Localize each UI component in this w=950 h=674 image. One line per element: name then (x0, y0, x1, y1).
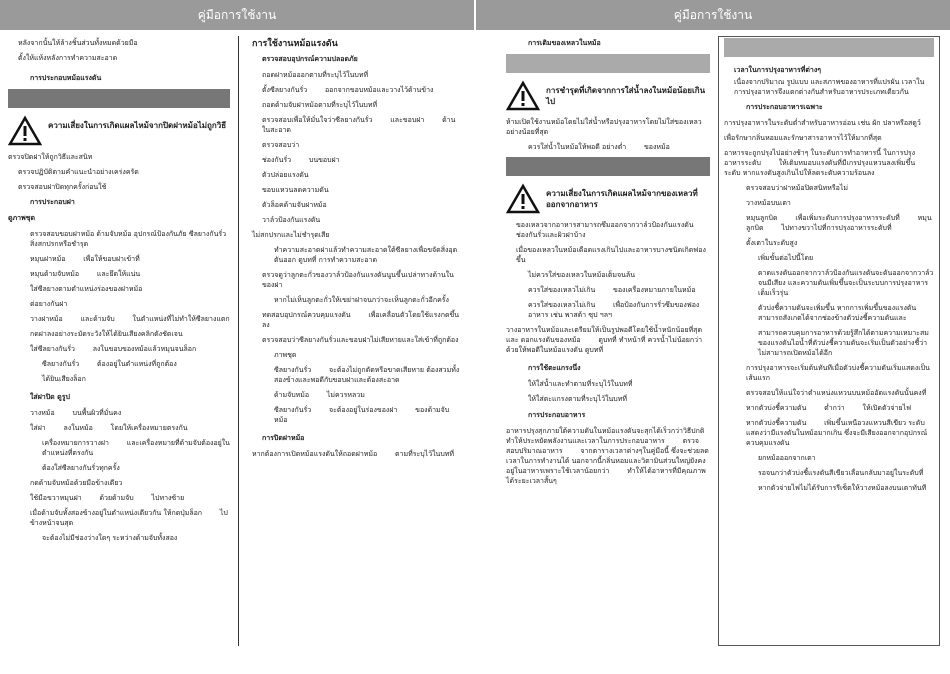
step-text: กดฝาลงอย่างระมัดระวังให้ได้ยินเสียงคลิกดังชัดเจน (30, 330, 183, 338)
step-text: ใช้มือขวาหมุนฝา ด้วยด้ามจับ ไปทางซ้าย (30, 494, 185, 502)
warning-text: ความเสี่ยงในการเกิดแผลไหม้จากของเหลวที่ออกจากอาหาร (546, 188, 698, 209)
step-text: ซีลยางกันรั่ว จะต้องไม่ถูกตัดหรือขาดเสียหาย ต้องสวมทั้งสองข้างและพอดีกับขอบฝาและต้องสะอาด (274, 366, 460, 384)
warning-item: ห้ามเปิดใช้งานหม้อโดยไม่ใส่น้ำหรือปรุงอาหารโดยไม่ใส่ของเหลวอย่างน้อยที่สุด (506, 118, 702, 136)
header-left: คู่มือการใช้งาน (0, 0, 474, 30)
body-text: เนื่องจากปริมาณ รูปแบบ และสภาพของอาหารที่แปรผัน เวลาในการปรุงอาหารจึงแตกต่างกันสำหรับอาหารประเภทเดียวกัน (734, 78, 925, 96)
column-3 (506, 38, 720, 644)
section-heading: การประกอบอาหาร (528, 410, 586, 419)
step-text: ตั้งเตาในระดับสูง (746, 239, 798, 247)
step-text: กดด้ามจับหม้อด้วยมือข้างเดียว (30, 479, 123, 487)
body-text: อาหารจะถูกปรุงไปอย่างช้าๆ ในระดับการทำอาหารนี้ ในการปรุงอาหารระดับ ให้เติมหมอบแรงดันที่มีเกรปรุงแหวนลงเพิ่มขึ้น ระดับ หากแรงดันสูงเกินไปให้ลดระดับความร้อนลง (724, 149, 934, 177)
step-text: ด้ามจับหม้อ ไม่ควรหลวม (274, 391, 365, 399)
warning-icon (8, 116, 42, 146)
step-text: ไม่สกปรกและไม่ชำรุดเสีย (252, 231, 330, 239)
intro-line: หลังจากนั้นให้ล้างชิ้นส่วนทั้งหมดด้วยมือ (18, 39, 138, 47)
step-text: ช่องกันรั่ว บนขอบฝา (262, 156, 340, 164)
step-text: ตรวจสอบว่า (262, 141, 300, 149)
intro-line: ตั้งให้แห้งหลังการทำความสะอาด (18, 54, 118, 62)
warning-icon (506, 81, 540, 111)
step-text: ตรวจสอบว่าฝาหม้อปิดสนิทหรือไม่ (746, 184, 848, 192)
step-text: การปรุงอาหารจะเริ่มต้นทันทีเมื่อตัวบ่งชี้ความดันเริ่มแสดงเป็นเส้นแรก (746, 364, 930, 382)
column-divider (238, 36, 239, 646)
warning-item: ไม่ควรใส่ของเหลวในหม้อเต็มจนล้น (528, 271, 635, 279)
step-text: หากตัวบ่งชี้ความดัน เพิ่มขึ้นเหนือวงแหวนสีเขียว ระดับ แสดงว่ามีแรงดันในหม้อมากเกิน ซึ่งจะมีเสียงออกจากอุปกรณ์ควบคุมแรงดัน (746, 419, 928, 447)
section-title: เวลาในการปรุงอาหารที่ต่างๆ (734, 65, 822, 74)
body-text: อาหารปรุงสุกภายใต้ความดันในหม้อแรงดันจะสุกได้เร็วกว่าวิธีปกติ ทำให้ประหยัดพลังงานและเวลาในการประกอบอาหาร ตรวจสอบปริมาณอาหาร จากตารางเวลาต่างๆในคู่มือนี้ ซึ่งจะช่วยลดเวลาในการทำงานได้ นอกจากนี้กลิ่นหอมและวิตามินส่วนใหญ่ยังคงอยู่ในอาหารเพราะใช้เวลาน้อยกว่า ทำให้ได้อาหารที่มีคุณภาพได้ระยะเวลาสั้นๆ (506, 427, 709, 485)
column-1 (8, 38, 230, 644)
body-text: การปรุงอาหารในระดับต่ำสำหรับอาหารอ่อน เช่น ผัก ปลาหรือสตูว์ (724, 119, 921, 127)
section-bar (8, 89, 230, 108)
warning-item: ตรวจปิดฝาให้ถูกวิธีและสนิท (8, 153, 93, 161)
section-heading: การประกอบหม้อแรงดัน (30, 73, 102, 82)
body-text: วางอาหารในหม้อและเตรียมให้เป็นรูปพอดีโดยใช้น้ำหนักน้อยที่สุด และ ดอกแรงดันของหม้อ ดูบทที่ ทำหน้าที่ ควรน้ำไม่น้อยกว่า ด้วยให้พอดีในหม้อแรงดัน ดูบทที่ (506, 326, 720, 354)
step-text: ยกหม้อออกจากเตา (758, 454, 816, 462)
step-text: ตรวจสอบให้แน่ใจว่าตำแหน่งแหวนบนหม้ออัดแรงดันนั้นคงที่ (746, 389, 927, 397)
step-text: ภาพชุด (274, 351, 297, 359)
step-text: ให้ใส่น้ำและทำตามที่ระบุไว้ในบทที่ (528, 380, 633, 388)
step-text: หมุนด้ามจับหม้อ และยึดให้แน่น (30, 270, 141, 278)
section-heading: การปิดฝาหม้อ (262, 433, 305, 442)
section-heading: การใช้ตะแกรงนึ่ง (528, 363, 581, 372)
warning-icon (506, 184, 540, 214)
column-4 (724, 38, 934, 644)
warning-block (8, 116, 230, 146)
step-text: ทดสอบอุปกรณ์ควบคุมแรงดัน เพื่อเคลื่อนตัวโดยใช้แรงกดขึ้นลง (262, 311, 460, 329)
step-text: รอจนกว่าตัวบ่งชี้แรงดันสีเขียวเลื่อนกลับมาอยู่ในระดับที่ (758, 469, 924, 477)
step-text: ใส่ฝา ลงในหม้อ โดยให้เครื่องหมายตรงกัน (30, 424, 188, 432)
step-text: วางฝาหม้อ และด้ามจับ ในตำแหน่งที่ไม่ทำให้ซีลยางแตก (30, 315, 230, 323)
warning-item: ตรวจสอบฝาปิดทุกครั้งก่อนใช้ (18, 183, 107, 191)
section-title: การใช้งานหม้อแรงดัน (252, 39, 338, 49)
section-heading: การเติมของเหลวในหม้อ (528, 38, 601, 47)
step-text: ตรวจดูว่าลูกตะกั่วของวาล์วป้องกันแรงดันนูนขึ้นเปล่าทางด้านในของฝา (262, 271, 454, 289)
section-heading: การประกอบอาหารเฉพาะ (746, 102, 823, 111)
step-text: จะต้องไม่มีช่องว่างใดๆ ระหว่างด้ามจับทั้งสอง (42, 534, 178, 542)
header-right: คู่มือการใช้งาน (476, 0, 950, 30)
sub-heading: ใส่ฝาปิด ดูรูป (30, 392, 70, 401)
step-text: ต่อยางกันฝา (30, 300, 68, 308)
step-text: ตัวบ่งชี้ความดันจะเพิ่มขึ้น หากการเพิ่มขึ้นของแรงดันสามารถสังเกตได้จากช่องข้างตัวบ่งชี้ความดันและ (758, 304, 917, 322)
body-text: เพื่อรักษากลิ่นหอมและรักษาสารอาหารไว้ให้มากที่สุด (724, 134, 882, 142)
step-text: หมุนฝาหม้อ เพื่อให้ขอบฝาเข้าที่ (30, 255, 140, 263)
step-text: วาล์วป้องกันแรงดัน (262, 216, 321, 224)
warning-block (506, 81, 710, 111)
section-bar (506, 54, 710, 73)
step-text: หากไม่เห็นลูกตะกั่วให้เขย่าฝาจนกว่าจะเห็นลูกตะกั่วอีกครั้ง (274, 296, 449, 304)
step-text: ตรวจสอบเพื่อให้มั่นใจว่าซีลยางกันรั่ว และขอบฝา ด้านในสะอาด (262, 116, 456, 134)
step-text: ตัวปล่อยแรงดัน (262, 171, 309, 179)
warning-text: ความเสี่ยงในการเกิดแผลไหม้จากปิดฝาหม้อไม่ถูกวิธี (48, 120, 227, 130)
step-text: ตรวจสอบขอบฝาหม้อ ด้ามจับหม้อ อุปกรณ์ป้องกันภัย ซีลยางกันรั่ว สิ่งสกปรกหรือชำรุด (30, 230, 229, 248)
warning-text: การชำรุดที่เกิดจากการใส่น้ำลงในหม้อน้อยเกินไป (546, 85, 706, 106)
step-text: ตรวจสอบว่าซีลยางกันรั่วและขอบฝาไม่เสียหายและใส่เข้าที่ถูกต้อง (262, 336, 459, 344)
warning-item: ควรใส่ของเหลวไม่เกิน เพื่อป้องกันการรั่วซึมของฟองอาหาร เช่น พาสต้า ซุป ฯลฯ (528, 301, 700, 319)
step-text: ถอดด้ามจับฝาหม้อตามที่ระบุไว้ในบทที่ (262, 101, 378, 109)
step-text: ใส่ซีลยางกันรั่ว ลงในขอบของหม้อแล้วหมุนจนล็อก (30, 345, 197, 353)
column-2 (252, 38, 462, 644)
warning-item: ตรวจปฏิบัติตามคำแนะนำอย่างเคร่งครัด (18, 168, 139, 176)
step-text: ขอบแหวนลดความดัน (262, 186, 329, 194)
warning-item: ควรใส่ของเหลวไม่เกิน ของเครื่องหมายภายในหม้อ (528, 286, 696, 294)
step-text: หากตัวบ่งชี้ความดัน ต่ำกว่า ให้เปิดตัวจ่ายไฟ (746, 404, 912, 412)
step-text: ให้ใส่ตะแกรงตามที่ระบุไว้ในบทที่ (528, 395, 627, 403)
step-text: เครื่องหมายการวางฝา และเครื่องหมายที่ด้ามจับต้องอยู่ในตำแหน่งที่ตรงกัน (42, 439, 230, 457)
step-text: เมื่อด้ามจับทั้งสองข้างอยู่ในตำแหน่งเดียวกัน ให้กดปุ่มล็อก ไปข้างหน้าจนสุด (30, 509, 228, 527)
box-header-bar (724, 38, 934, 57)
step-text: ใส่ซีลยางตามตำแหน่งร่องของฝาหม้อ (30, 285, 143, 293)
step-text: วางหม้อบนเตา (746, 199, 791, 207)
step-text: ได้ยินเสียงล็อก (42, 375, 86, 383)
warning-item: ควรใส่น้ำในหม้อให้พอดี อย่างต่ำ ของหม้อ (528, 143, 670, 151)
step-text: หมุนลูกบิด เพื่อเพิ่มระดับการปรุงอาหารระดับที่ หมุนลูกบิด ไปทางขวาไปที่การปรุงอาหารระดับที่ (746, 214, 932, 232)
section-bar (506, 157, 710, 176)
step-text: สามารถควบคุมการอาหารด้วยรู้สึกได้ตามความเหมาะสมของแรงดันไอน้ำที่ตัวบ่งชี้ความดันจะเริ่มเป็นตัวอย่างชี้ว่าไม่สามารถเปิดหม้อได้อีก (758, 329, 929, 357)
warning-item: ของเหลวจากอาหารสามารถซึมออกจากวาล์วป้องกันแรงดัน ช่องกันรั่วและผิวฝาบ้าง (516, 221, 712, 239)
step-text: ตั้งซีลยางกันรั่ว ออกจากขอบหม้อและวางไว้ด้านข้าง (262, 86, 434, 94)
sub-heading: การประกอบฝา (30, 197, 75, 206)
step-text: ทำความสะอาดฝาแล้วทำความสะอาดใต้ซีลยางเพื่อขจัดสิ่งอุดตันออก ดูบทที่ การทำความสะอาด (274, 246, 458, 264)
step-text: ถอดฝาหม้อออกตามที่ระบุไว้ในบทที่ (262, 71, 369, 79)
section-subtitle: ตรวจสอบอุปกรณ์ความปลอดภัย (262, 54, 358, 63)
warning-block (506, 184, 710, 214)
step-text: วางหม้อ บนพื้นผิวที่มั่นคง (30, 409, 122, 417)
step-text: ดาดแรงดันออกจากวาล์วป้องกันแรงดันจะดันออกจากวาล์วจนมีเสียง และความดันเพิ่มขึ้นจะเป็นระบบการปรุงอาหารเต็มเร็วรุ่น (758, 269, 934, 297)
step-text: ตัวล็อคด้ามจับฝาหม้อ (262, 201, 327, 209)
step-text: หากตัวจ่ายไฟไม่ได้รับการรีเซ็ตให้วางหม้อลงบนเตาทันที (758, 484, 927, 492)
sub-heading: ดูภาพชุด (8, 213, 36, 222)
step-text: ต้องใส่ซีลยางกันรั่วทุกครั้ง (42, 464, 120, 472)
step-text: ซีลยางกันรั่ว จะต้องอยู่ในร่องของฝา ของด้ามจับหม้อ (274, 406, 450, 424)
step-text: ซีลยางกันรั่ว ต้องอยู่ในตำแหน่งที่ถูกต้อง (42, 360, 177, 368)
step-text: หากต้องการเปิดหม้อแรงดันให้ถอดฝาหม้อ ตามที่ระบุไว้ในบทที่ (252, 450, 454, 458)
step-text: เพิ่มขั้นต่อไปนี้โดย (758, 254, 814, 262)
warning-item: เมื่อของเหลวในหม้อเดือดแรงเกินไปและอาหารบางชนิดเกิดฟองขึ้น (516, 246, 706, 264)
